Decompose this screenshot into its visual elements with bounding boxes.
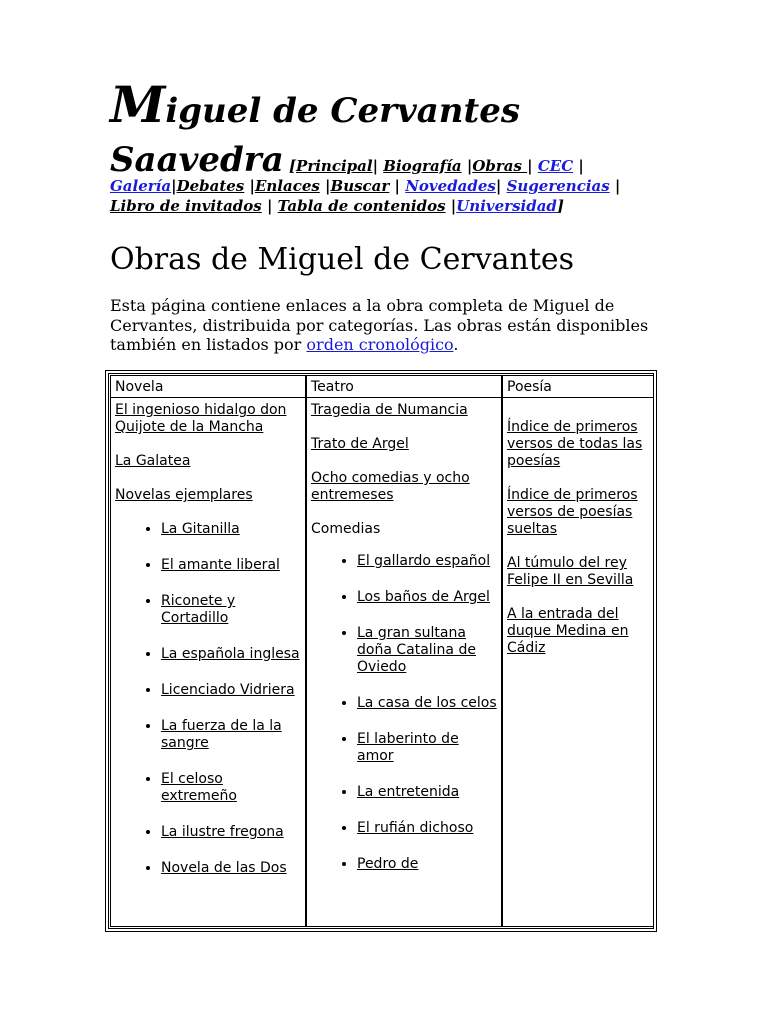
nav-bar: Saavedra [Principal| Biografía |Obras | CEC | Galería|Debates |Enlaces |Buscar | Novedades| Sugerencias | Libro de invitados | Tabla de contenidos |Universidad] bbox=[110, 140, 621, 215]
nav-galeria[interactable]: Galería bbox=[110, 177, 172, 195]
site-title-line2: Saavedra bbox=[110, 140, 284, 180]
work-link[interactable]: Los baños de Argel bbox=[357, 589, 490, 605]
list-item bbox=[357, 553, 497, 570]
orden-cronologico-link[interactable]: orden cronológico bbox=[306, 335, 454, 354]
site-title bbox=[110, 75, 670, 134]
work-link[interactable]: La entretenida bbox=[357, 784, 460, 800]
work-link[interactable]: La ilustre fregona bbox=[161, 824, 284, 840]
site-title-rest: iguel de Cervantes bbox=[165, 91, 520, 131]
work-link[interactable]: El celoso extremeño bbox=[161, 771, 237, 804]
column-header-novela: Novela bbox=[111, 376, 305, 398]
list-item bbox=[161, 521, 301, 538]
list-item bbox=[357, 625, 497, 676]
column-poesia bbox=[502, 375, 654, 927]
column-header-poesia: Poesía bbox=[503, 376, 653, 398]
list-item bbox=[161, 860, 301, 877]
nav-universidad[interactable]: Universidad bbox=[456, 197, 557, 215]
work-link[interactable]: El amante liberal bbox=[161, 557, 280, 573]
list-item bbox=[161, 557, 301, 574]
site-title-initial: M bbox=[110, 75, 166, 134]
work-link-ocho-comedias[interactable]: Ocho comedias y ocho entremeses bbox=[311, 470, 470, 503]
list-item bbox=[357, 695, 497, 712]
nav-debates[interactable]: Debates bbox=[176, 177, 245, 195]
column-header-teatro: Teatro bbox=[307, 376, 501, 398]
list-item bbox=[161, 682, 301, 699]
nav-buscar[interactable]: Buscar bbox=[330, 177, 390, 195]
list-item bbox=[161, 824, 301, 841]
nav-enlaces[interactable]: Enlaces bbox=[254, 177, 320, 195]
work-link-entrada-duque[interactable]: A la entrada del duque Medina en Cádiz bbox=[507, 606, 629, 656]
comedias-list bbox=[311, 553, 497, 873]
intro-paragraph bbox=[110, 296, 650, 355]
list-item bbox=[161, 646, 301, 663]
works-table bbox=[105, 370, 657, 932]
comedias-label: Comedias bbox=[311, 521, 381, 537]
column-body-poesia bbox=[503, 398, 653, 926]
nav-sugerencias[interactable]: Sugerencias bbox=[506, 177, 610, 195]
work-link[interactable]: La Gitanilla bbox=[161, 521, 240, 537]
list-item bbox=[357, 589, 497, 606]
work-link[interactable]: Licenciado Vidriera bbox=[161, 682, 295, 698]
nav-cec[interactable]: CEC bbox=[537, 157, 574, 175]
nav-tabla-contenidos[interactable]: Tabla de contenidos bbox=[277, 197, 446, 215]
work-link-trato-argel[interactable]: Trato de Argel bbox=[311, 436, 409, 452]
column-novela bbox=[110, 375, 306, 927]
work-link[interactable]: El gallardo español bbox=[357, 553, 491, 569]
column-teatro bbox=[306, 375, 502, 927]
list-item bbox=[357, 731, 497, 765]
work-link[interactable]: Novela de las Dos bbox=[161, 860, 287, 876]
work-link[interactable]: La gran sultana doña Catalina de Oviedo bbox=[357, 625, 476, 675]
work-link-tumulo-rey[interactable]: Al túmulo del rey Felipe II en Sevilla bbox=[507, 555, 634, 588]
work-link[interactable]: La española inglesa bbox=[161, 646, 300, 662]
work-link[interactable]: El rufián dichoso bbox=[357, 820, 474, 836]
list-item bbox=[357, 784, 497, 801]
column-body-novela bbox=[111, 398, 305, 926]
list-item bbox=[357, 856, 497, 873]
page-heading: Obras de Miguel de Cervantes bbox=[110, 242, 575, 277]
intro-text: Esta página contiene enlaces a la obra completa de Miguel de Cervantes, distribuida por categorías. Las obras están disponibles también en listados por bbox=[110, 296, 649, 354]
work-link-novelas-ejemplares[interactable]: Novelas ejemplares bbox=[115, 487, 253, 503]
work-link-galatea[interactable]: La Galatea bbox=[115, 453, 191, 469]
work-link[interactable]: La casa de los celos bbox=[357, 695, 497, 711]
list-item bbox=[357, 820, 497, 837]
nav-obras[interactable]: Obras bbox=[472, 157, 528, 175]
nav-libro-invitados[interactable]: Libro de invitados bbox=[110, 197, 262, 215]
list-item bbox=[161, 718, 301, 752]
work-link-numancia[interactable]: Tragedia de Numancia bbox=[311, 402, 468, 418]
work-link[interactable]: Riconete y Cortadillo bbox=[161, 593, 236, 626]
work-link-indice-todas[interactable]: Índice de primeros versos de todas las poesías bbox=[507, 419, 643, 469]
list-item bbox=[161, 771, 301, 805]
column-body-teatro bbox=[307, 398, 501, 926]
work-link-quijote[interactable]: El ingenioso hidalgo don Quijote de la Mancha bbox=[115, 402, 287, 435]
work-link[interactable]: Pedro de bbox=[357, 856, 419, 872]
intro-end: . bbox=[453, 335, 459, 354]
list-item bbox=[161, 593, 301, 627]
ejemplares-list bbox=[115, 521, 301, 877]
nav-principal[interactable]: Principal bbox=[296, 157, 373, 175]
nav-biografia[interactable]: Biografía bbox=[383, 157, 462, 175]
work-link[interactable]: El laberinto de amor bbox=[357, 731, 459, 764]
nav-novedades[interactable]: Novedades bbox=[405, 177, 496, 195]
work-link-indice-sueltas[interactable]: Índice de primeros versos de poesías sueltas bbox=[507, 487, 638, 537]
work-link[interactable]: La fuerza de la la sangre bbox=[161, 718, 282, 751]
